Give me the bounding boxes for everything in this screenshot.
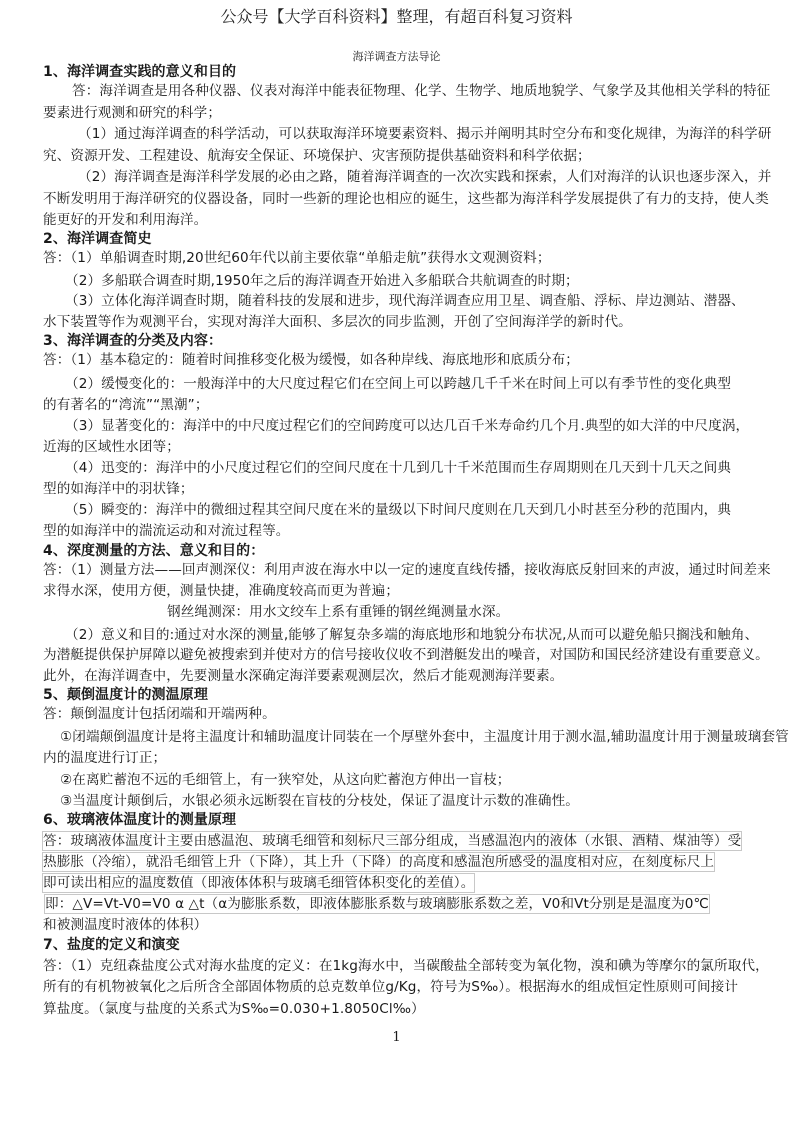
section-heading: 4、深度测量的方法、意义和目的：	[43, 543, 265, 559]
paragraph-line: （2）海洋调查是海洋科学发展的必由之路，随着海洋调查的一次次实践和探索，人们对海洋的认识也逐步深入，并	[78, 169, 772, 185]
paragraph-line: ①闭端颠倒温度计是将主温度计和辅助温度计同装在一个厚壁外套中，主温度计用于测水温,辅助温度计用于测量玻璃套管	[60, 729, 789, 745]
paragraph-line: 水下装置等作为观测平台，实现对海洋大面积、多层次的同步监测，开创了空间海洋学的新时代。	[43, 314, 632, 330]
section-heading: 1、海洋调查实践的意义和目的	[43, 64, 237, 80]
paragraph-line: 答：（1）测量方法——回声测深仪：利用声波在海水中以一定的速度直线传播，接收海底反射回来的声波，通过时间差来	[43, 562, 771, 578]
paragraph-line: （1）通过海洋调查的科学活动，可以获取海洋环境要素资料、揭示并阐明其时空分布和变化规律，为海洋的科学研	[78, 126, 772, 142]
paragraph-line: （4）迅变的：海洋中的小尺度过程它们的空间尺度在十几到几十千米范围而生存周期则在几天到十几天之间典	[65, 460, 732, 476]
section-heading: 2、海洋调查简史	[43, 231, 152, 247]
paragraph-line: 答：（1）克纽森盐度公式对海水盐度的定义：在1kg海水中，当碳酸盐全部转变为氧化物，溴和碘为等摩尔的氯所取代，	[43, 958, 769, 974]
paragraph-line: 型的如海洋中的湍流运动和对流过程等。	[43, 523, 290, 539]
document-title: 海洋调查方法导论	[352, 50, 441, 63]
section-heading: 3、海洋调查的分类及内容：	[43, 333, 223, 349]
paragraph-line: 内的温度进行订正；	[43, 750, 167, 766]
watermark-banner: 公众号【大学百科资料】整理，有超百科复习资料	[220, 7, 573, 26]
paragraph-line: ②在离贮蓄泡不远的毛细管上，有一狭窄处，从这向贮蓄泡方伸出一盲枝；	[60, 772, 511, 788]
paragraph-line: 和被测温度时液体的体积）	[43, 917, 208, 933]
paragraph-line: 为潜艇提供保护屏障以避免被搜索到并使对方的信号接收仪收不到潜艇发出的噪音，对国防和国民经济建设有重要意义。	[43, 647, 769, 663]
page-number: 1	[392, 1030, 401, 1045]
paragraph-line: （3）显著变化的：海洋中的中尺度过程它们的空间跨度可以达几百千米寿命约几个月.典型的如大洋的中尺度涡，	[65, 418, 750, 434]
paragraph-line: 钢丝绳测深：用水文绞车上系有重锤的钢丝绳测量水深。	[167, 604, 510, 620]
paragraph-line: 的有著名的“湾流”“黑潮”；	[43, 397, 209, 413]
paragraph-line: 能更好的开发和利用海洋。	[43, 212, 208, 228]
paragraph-line: （5）瞬变的：海洋中的微细过程其空间尺度在米的量级以下时间尺度则在几天到几小时甚至分秒的范围内，典	[65, 502, 732, 518]
paragraph-line: 究、资源开发、工程建设、航海安全保证、环境保护、灾害预防提供基础资料和科学依据；	[43, 148, 591, 164]
paragraph-line: 要素进行观测和研究的科学；	[43, 105, 222, 121]
paragraph-line: 求得水深，使用方便，测量快捷，准确度较高而更为普遍；	[43, 583, 400, 599]
paragraph-line: 算盐度。（氯度与盐度的关系式为S‰=0.030+1.8050Cl‰）	[43, 1001, 425, 1017]
paragraph-line: 即：△V=Vt-V0=V0 α △t（α为膨胀系数，即液体膨胀系数与玻璃膨胀系数之差，V0和Vt分别是是温度为0℃	[45, 896, 709, 912]
paragraph-line: 即可读出相应的温度数值（即液体体积与玻璃毛细管体积变化的差值）。	[43, 875, 475, 891]
section-heading: 7、盐度的定义和演变	[43, 937, 180, 953]
section-heading: 5、颠倒温度计的测温原理	[43, 687, 208, 703]
paragraph-line: 此外，在海洋调查中，先要测量水深确定海洋要素观测层次，然后才能观测海洋要素。	[43, 668, 564, 684]
paragraph-line: 答：颠倒温度计包括闭端和开端两种。	[43, 706, 276, 722]
paragraph-line: 近海的区域性水团等；	[43, 439, 180, 455]
paragraph-line: 型的如海洋中的羽状锋；	[43, 481, 194, 497]
paragraph-line: 所有的有机物被氧化之后所含全部固体物质的总克数单位g/Kg，符号为S‰）。根据海水的组成恒定性原则可间接计	[43, 979, 739, 995]
paragraph-line: 不断发明用于海洋研究的仪器设备，同时一些新的理论也相应的诞生，这些都为海洋科学发展提供了有力的支持，使人类	[43, 191, 769, 207]
paragraph-line: ③当温度计颠倒后，水银必须永远断裂在盲枝的分枝处，保证了温度计示数的准确性。	[60, 793, 579, 809]
paragraph-line: 答：（1）基本稳定的：随着时间推移变化极为缓慢，如各种岸线、海底地形和底质分布；	[43, 352, 580, 368]
paragraph-line: （2）多船联合调查时期,1950年之后的海洋调查开始进入多船联合共航调查的时期；	[65, 273, 579, 289]
section-heading: 6、玻璃液体温度计的测量原理	[43, 812, 237, 828]
paragraph-line: （2）缓慢变化的：一般海洋中的大尺度过程它们在空间上可以跨越几千千米在时间上可以有季节性的变化典型	[65, 376, 732, 392]
paragraph-line: 热膨胀（冷缩），就沿毛细管上升（下降），其上升（下降）的高度和感温泡所感受的温度相对应，在刻度标尺上	[43, 854, 715, 870]
paragraph-line: 答：海洋调查是用各种仪器、仪表对海洋中能表征物理、化学、生物学、地质地貌学、气象学及其他相关学科的特征	[72, 83, 771, 99]
paragraph-line: 答：玻璃液体温度计主要由感温泡、玻璃毛细管和刻标尺三部分组成，当感温泡内的液体（水银、酒精、煤油等）受	[43, 833, 742, 849]
paragraph-line: 答：（1）单船调查时期,20世纪60年代以前主要依靠“单船走航”获得水文观测资料；	[43, 250, 551, 266]
paragraph-line: （2）意义和目的:通过对水深的测量,能够了解复杂多端的海底地形和地貌分布状况,从而可以避免船只搁浅和触角、	[65, 627, 759, 643]
paragraph-line: （3）立体化海洋调查时期，随着科技的发展和进步，现代海洋调查应用卫星、调查船、浮标、岸边测站、潜器、	[65, 293, 745, 309]
